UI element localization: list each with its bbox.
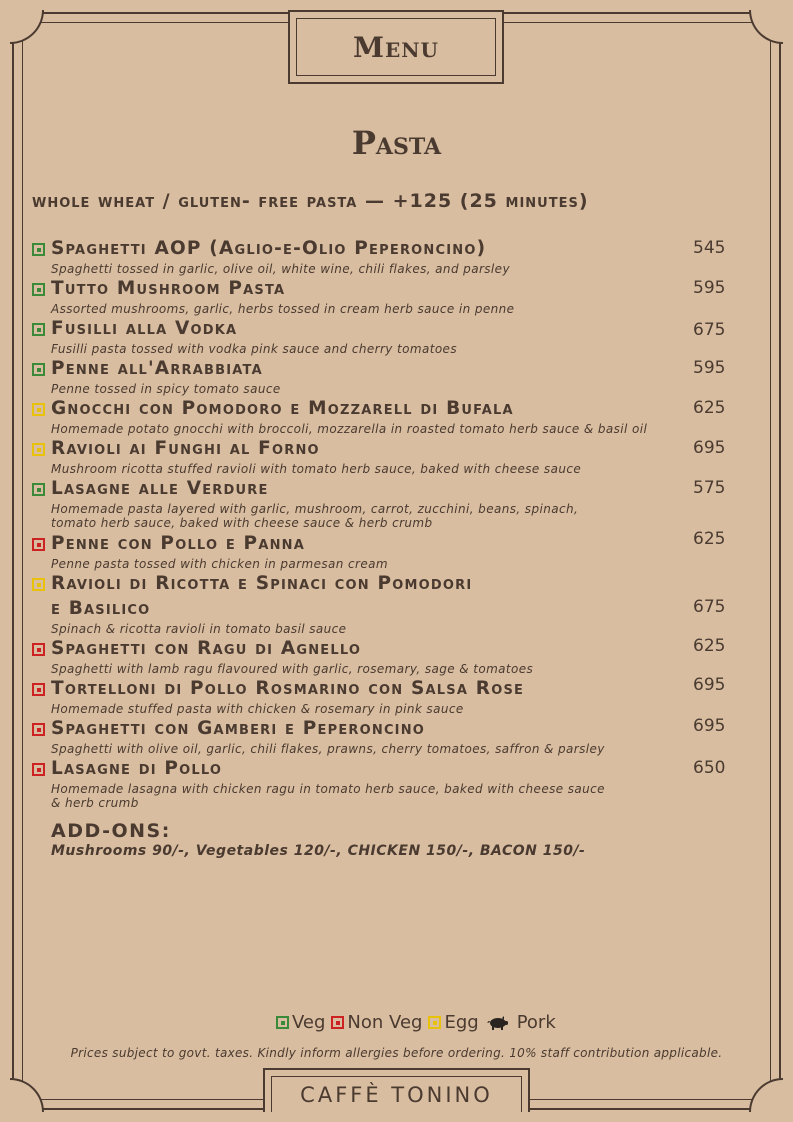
legend-pork-label: Pork bbox=[516, 1012, 556, 1033]
section-title: Pasta bbox=[351, 124, 442, 162]
item-description: Fusilli pasta tossed with vodka pink sauce and cherry tomatoes bbox=[51, 342, 457, 356]
item-price: 675 bbox=[693, 597, 726, 617]
item-description: Spaghetti with olive oil, garlic, chili flakes, prawns, cherry tomatoes, saffron & parsley bbox=[51, 742, 605, 756]
item-name: Spaghetti con Ragu di Agnello bbox=[51, 638, 362, 659]
item-name: Tutto Mushroom Pasta bbox=[51, 278, 286, 299]
item-name: Lasagne di Pollo bbox=[51, 758, 223, 779]
item-description: Penne pasta tossed with chicken in parmesan cream bbox=[51, 557, 388, 571]
item-description-line2: & herb crumb bbox=[51, 796, 139, 810]
item-name: Penne all'Arrabbiata bbox=[51, 358, 263, 379]
item-price: 545 bbox=[693, 238, 726, 258]
addons-list: Mushrooms 90/-, Vegetables 120/-, CHICKEN 150/-, BACON 150/- bbox=[51, 843, 586, 859]
legend-egg-label: Egg bbox=[444, 1012, 479, 1033]
non-veg-icon bbox=[32, 723, 45, 736]
item-price: 625 bbox=[693, 529, 726, 549]
item-price: 625 bbox=[693, 398, 726, 418]
non-veg-icon bbox=[32, 683, 45, 696]
legend-pork bbox=[485, 1012, 556, 1033]
item-price: 675 bbox=[693, 320, 726, 340]
item-description: Assorted mushrooms, garlic, herbs tossed in cream herb sauce in penne bbox=[51, 302, 515, 316]
item-description: Mushroom ricotta stuffed ravioli with tomato herb sauce, baked with cheese sauce bbox=[51, 462, 582, 476]
item-name: Fusilli alla Vodka bbox=[51, 318, 238, 339]
item-name: Ravioli ai Funghi al Forno bbox=[51, 438, 320, 459]
non-veg-icon bbox=[32, 763, 45, 776]
item-description: Homemade potato gnocchi with broccoli, mozzarella in roasted tomato herb sauce & basil oil bbox=[51, 422, 648, 436]
item-name: Spaghetti con Gamberi e Peperoncino bbox=[51, 718, 426, 739]
item-description: Homemade stuffed pasta with chicken & rosemary in pink sauce bbox=[51, 702, 464, 716]
legend-veg bbox=[276, 1012, 325, 1033]
veg-icon bbox=[32, 323, 45, 336]
brand-name: CAFFÈ TONINO bbox=[300, 1082, 493, 1107]
item-description: Penne tossed in spicy tomato sauce bbox=[51, 382, 281, 396]
egg-icon bbox=[428, 1016, 441, 1029]
addons-title: ADD-ONS: bbox=[51, 820, 171, 842]
egg-icon bbox=[32, 403, 45, 416]
diet-legend bbox=[276, 1012, 562, 1033]
veg-icon bbox=[276, 1016, 289, 1029]
veg-icon bbox=[32, 483, 45, 496]
non-veg-icon bbox=[32, 643, 45, 656]
legend-egg bbox=[428, 1012, 478, 1033]
egg-icon bbox=[32, 443, 45, 456]
veg-icon bbox=[32, 283, 45, 296]
item-name-line2: e Basilico bbox=[51, 598, 151, 619]
item-price: 695 bbox=[693, 438, 726, 458]
non-veg-icon bbox=[331, 1016, 344, 1029]
menu-header-tab bbox=[288, 10, 504, 84]
legend-nonveg-label: Non Veg bbox=[347, 1012, 423, 1033]
pig-icon bbox=[487, 1016, 509, 1030]
item-price: 595 bbox=[693, 358, 726, 378]
menu-title: Menu bbox=[353, 30, 439, 64]
pasta-option-note: whole wheat / gluten- free pasta — +125 (25 minutes) bbox=[32, 190, 589, 212]
veg-icon bbox=[32, 243, 45, 256]
item-description: Spaghetti tossed in garlic, olive oil, white wine, chili flakes, and parsley bbox=[51, 262, 510, 276]
item-name: Ravioli di Ricotta e Spinaci con Pomodori bbox=[51, 573, 473, 594]
legend-nonveg bbox=[331, 1012, 422, 1033]
non-veg-icon bbox=[32, 538, 45, 551]
item-name: Gnocchi con Pomodoro e Mozzarell di Bufala bbox=[51, 398, 514, 419]
item-description: Spinach & ricotta ravioli in tomato basil sauce bbox=[51, 622, 347, 636]
item-name: Spaghetti AOP (Aglio-e-Olio Peperoncino) bbox=[51, 238, 487, 259]
item-description: Spaghetti with lamb ragu flavoured with garlic, rosemary, sage & tomatoes bbox=[51, 662, 534, 676]
item-name: Tortelloni di Pollo Rosmarino con Salsa Rose bbox=[51, 678, 525, 699]
egg-icon bbox=[32, 578, 45, 591]
item-price: 695 bbox=[693, 716, 726, 736]
item-name: Lasagne alle Verdure bbox=[51, 478, 269, 499]
item-description-line2: tomato herb sauce, baked with cheese sauce & herb crumb bbox=[51, 516, 433, 530]
item-description: Homemade pasta layered with garlic, mushroom, carrot, zucchini, beans, spinach, bbox=[51, 502, 579, 516]
item-name: Penne con Pollo e Panna bbox=[51, 533, 306, 554]
footer-note: Prices subject to govt. taxes. Kindly inform allergies before ordering. 10% staff contribution applicable. bbox=[70, 1046, 723, 1060]
item-price: 625 bbox=[693, 636, 726, 656]
item-price: 575 bbox=[693, 478, 726, 498]
item-price: 695 bbox=[693, 675, 726, 695]
item-price: 595 bbox=[693, 278, 726, 298]
item-price: 650 bbox=[693, 758, 726, 778]
brand-tab bbox=[263, 1068, 530, 1112]
item-description: Homemade lasagna with chicken ragu in tomato herb sauce, baked with cheese sauce bbox=[51, 782, 605, 796]
veg-icon bbox=[32, 363, 45, 376]
legend-veg-label: Veg bbox=[292, 1012, 326, 1033]
